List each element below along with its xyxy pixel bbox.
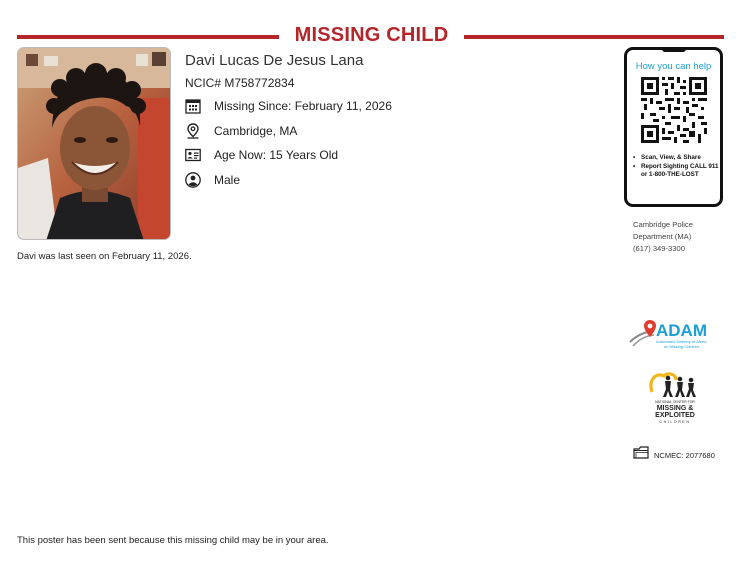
header-rule-left xyxy=(17,35,279,39)
adam-wordmark: ADAM xyxy=(656,321,707,340)
help-phone-card xyxy=(624,47,723,207)
adam-logo xyxy=(628,318,720,354)
poster-title: MISSING CHILD xyxy=(294,24,449,46)
sex-row xyxy=(185,171,240,189)
help-item-scan: • Scan, View, & Share xyxy=(632,154,720,162)
age-row xyxy=(185,146,338,164)
help-instructions xyxy=(632,154,720,181)
person-icon xyxy=(185,172,201,188)
id-card-icon xyxy=(185,147,201,163)
sex: Male xyxy=(214,173,241,187)
ncmec-logo xyxy=(646,370,704,428)
ncmec-line-1: NATIONAL CENTER FOR xyxy=(655,400,695,404)
agency-contact xyxy=(633,219,733,254)
help-item-report: • Report Sighting CALL 911 or 1-800-THE-LOST xyxy=(632,163,720,179)
ncmec-case-row xyxy=(633,446,715,464)
child-name: Davi Lucas De Jesus Lana xyxy=(185,52,364,69)
agency-name: Cambridge Police Department (MA) xyxy=(633,220,693,241)
adam-tagline-1: Automated Delivery of Alerts xyxy=(656,339,707,344)
folder-icon xyxy=(633,446,649,464)
last-seen-text: Davi was last seen on February 11, 2026. xyxy=(17,251,192,262)
header-rule-right xyxy=(464,35,724,39)
ncmec-line-3: EXPLOITED xyxy=(655,412,695,419)
missing-since: Missing Since: February 11, 2026 xyxy=(214,99,392,113)
missing-since-row xyxy=(185,97,392,115)
phone-notch xyxy=(662,47,686,52)
ncic-number: NCIC# M758772834 xyxy=(185,76,295,90)
ncmec-case-number: NCMEC: 2077680 xyxy=(654,450,715,460)
calendar-icon xyxy=(185,98,201,114)
last-known-location: Cambridge, MA xyxy=(214,124,298,138)
qr-code[interactable] xyxy=(641,77,707,143)
agency-phone[interactable]: (617) 349-3300 xyxy=(633,243,685,253)
location-row xyxy=(185,122,297,140)
age-now: Age Now: 15 Years Old xyxy=(214,148,339,162)
footer-note: This poster has been sent because this missing child may be in your area. xyxy=(17,535,329,546)
adam-tagline-2: on Missing Children xyxy=(664,344,700,349)
ncmec-line-2: MISSING & xyxy=(656,405,694,412)
ncmec-line-4: CHILDREN xyxy=(659,420,691,424)
location-pin-icon xyxy=(185,123,201,139)
help-title: How you can help xyxy=(635,61,712,72)
child-photo xyxy=(17,47,171,240)
